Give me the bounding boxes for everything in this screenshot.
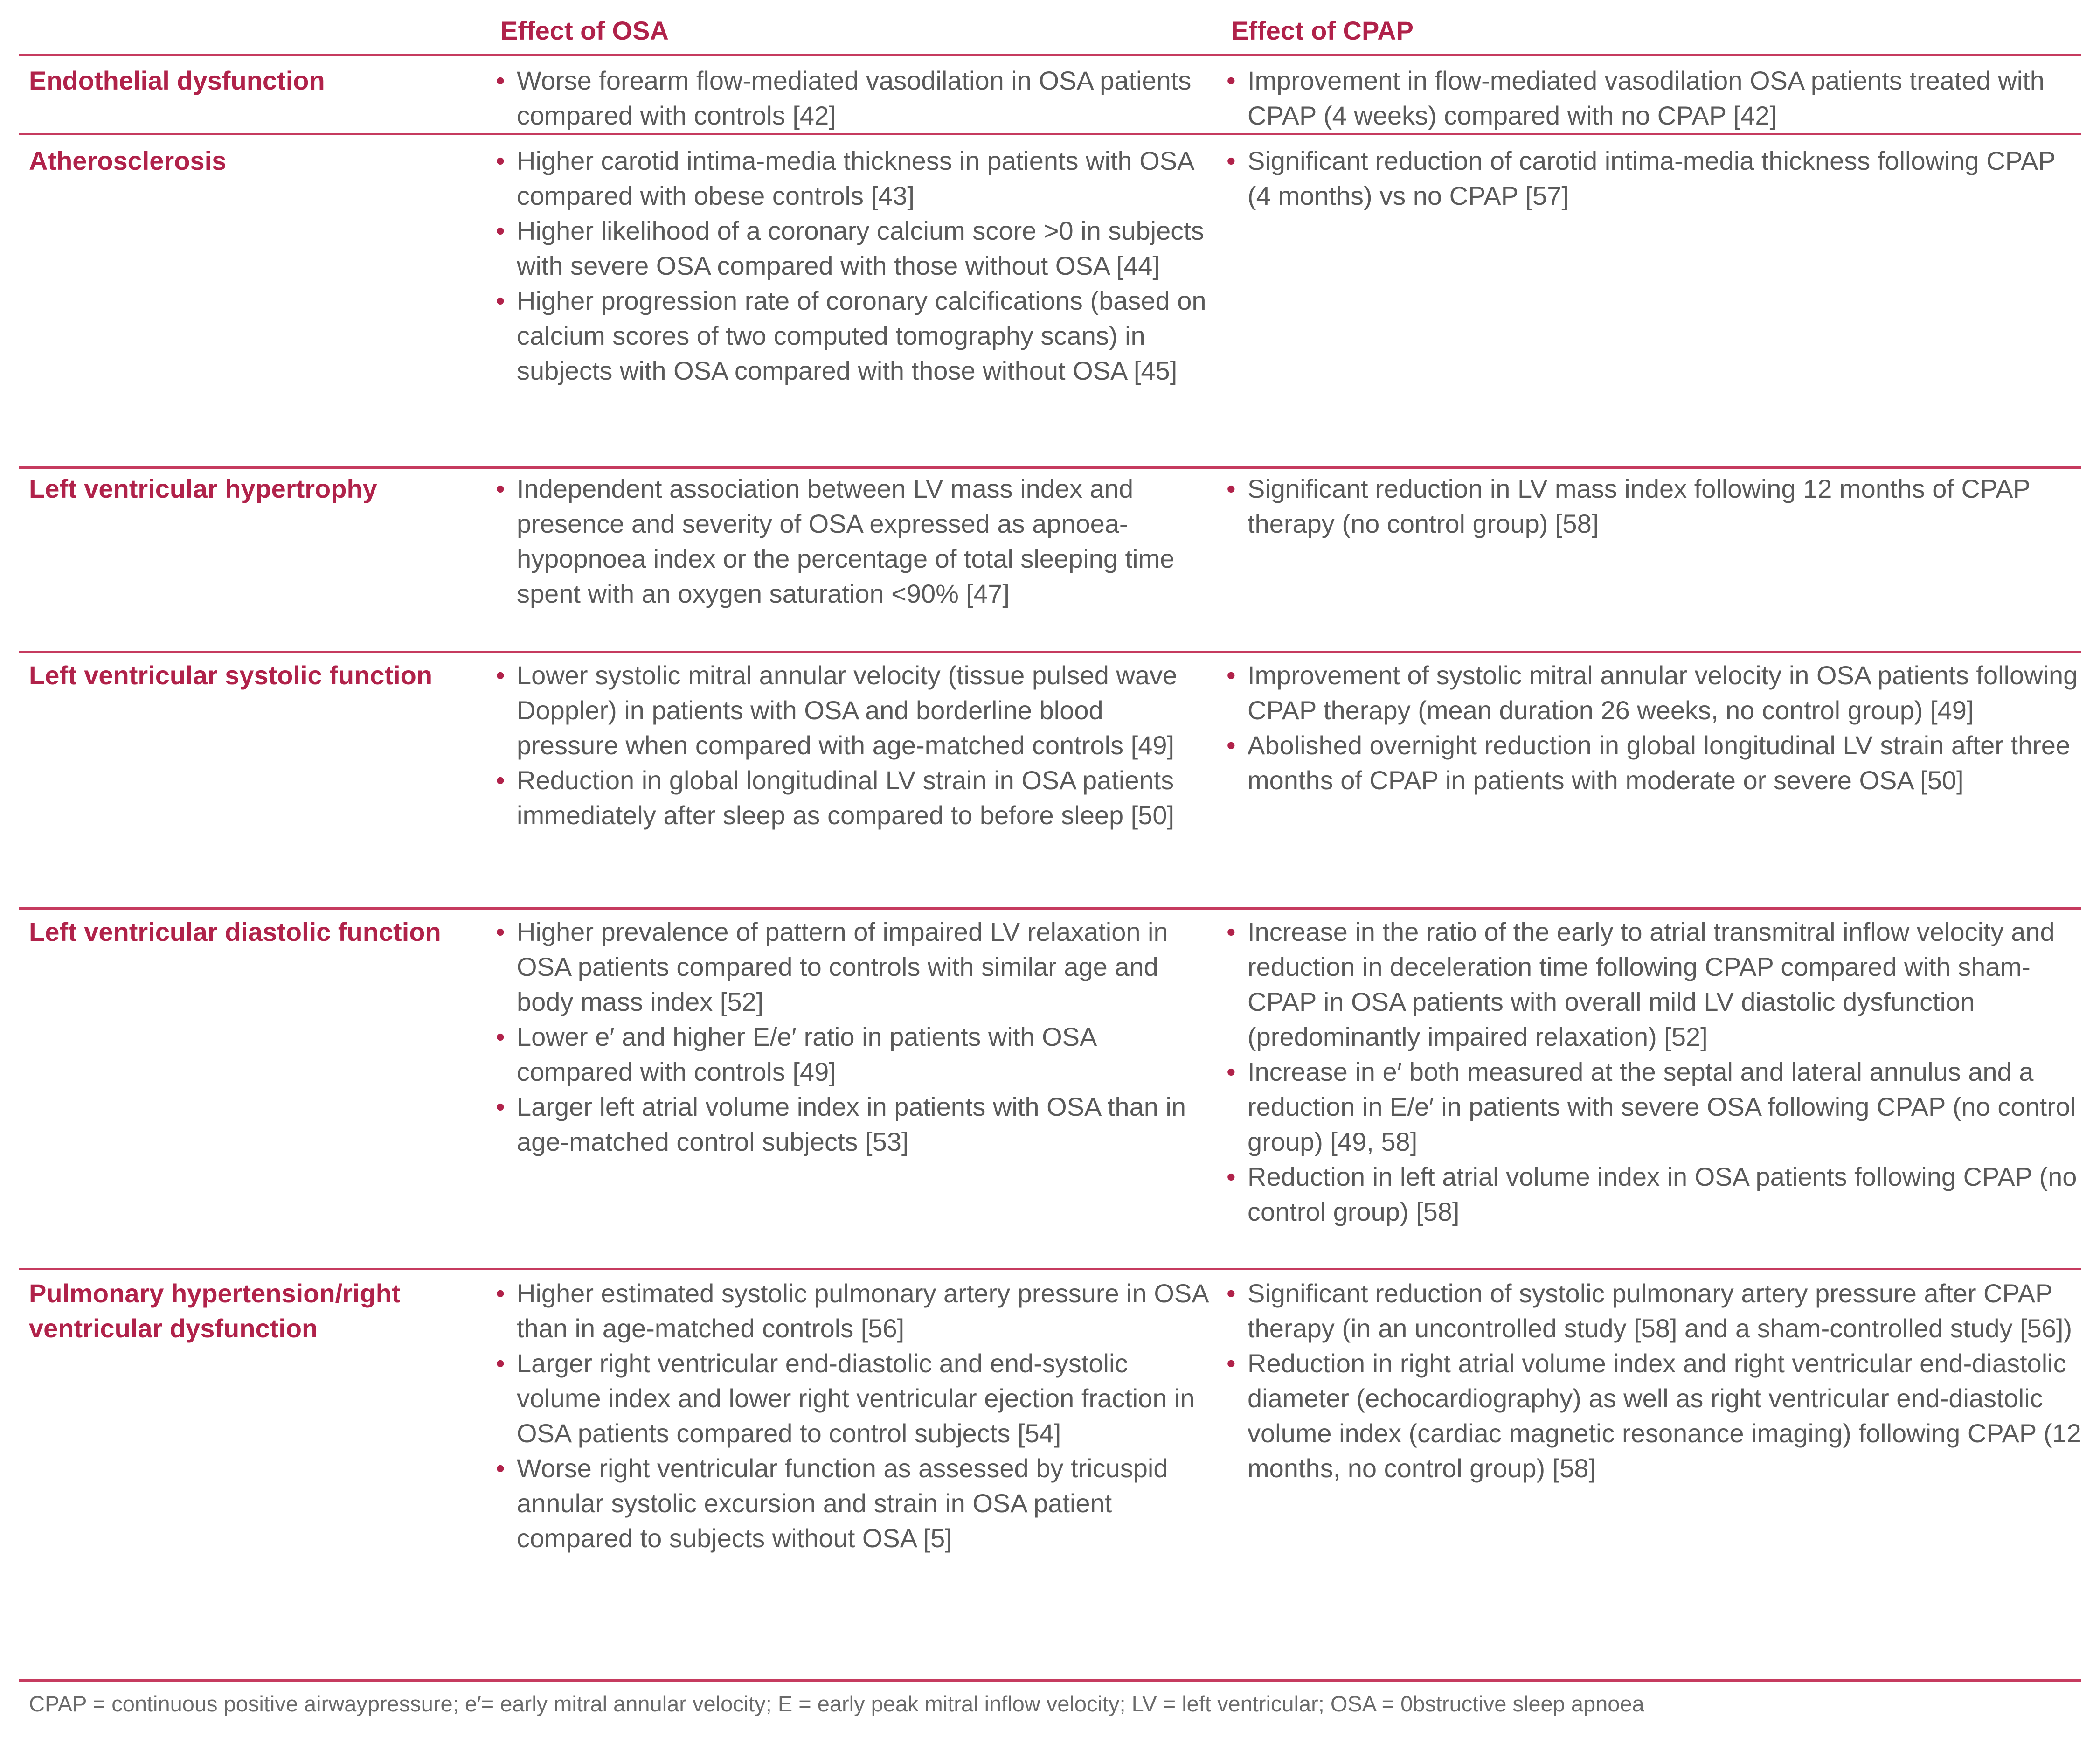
bullet-item: • Independent association between LV mass index and presence and severity of OSA expressed as apnoea-hypopnoea index or the percentage of total sleeping time spent with an oxygen saturation <90% [47] bbox=[496, 471, 1209, 611]
column-header-effect-of-cpap: Effect of CPAP bbox=[1231, 16, 1414, 45]
bullet-item: • Higher prevalence of pattern of impaired LV relaxation in OSA patients compared to controls with similar age and body mass index [52] bbox=[496, 914, 1209, 1019]
bullet-item: • Higher estimated systolic pulmonary artery pressure in OSA than in age-matched controls [56] bbox=[496, 1276, 1209, 1346]
cpap-effect-cell bbox=[1227, 471, 2085, 541]
osa-effect-cell bbox=[496, 1276, 1209, 1556]
table-rule bbox=[19, 1679, 2081, 1682]
table-rule bbox=[19, 1268, 2081, 1270]
osa-effect-cell bbox=[496, 143, 1209, 388]
table-rule bbox=[19, 907, 2081, 910]
bullet-item: • Higher carotid intima-media thickness in patients with OSA compared with obese controls [43] bbox=[496, 143, 1209, 213]
row-label-atherosclerosis: Atherosclerosis bbox=[29, 146, 227, 175]
cpap-effect-cell bbox=[1227, 658, 2085, 798]
bullet-item: • Larger right ventricular end-diastolic and end-systolic volume index and lower right ventricular ejection fraction in OSA patients compared to control subjects [54] bbox=[496, 1346, 1209, 1451]
row-label-left-ventricular-diastolic-function: Left ventricular diastolic function bbox=[29, 917, 441, 946]
bullet-item: • Increase in e′ both measured at the septal and lateral annulus and a reduction in E/e′ in patients with severe OSA following CPAP (no control group) [49, 58] bbox=[1227, 1054, 2085, 1159]
table-rule bbox=[19, 133, 2081, 135]
abbreviations-footnote: CPAP = continuous positive airwaypressure; e′= early mitral annular velocity; E = early peak mitral inflow velocity; LV = left ventricular; OSA = 0bstructive sleep apnoea bbox=[29, 1691, 1644, 1716]
osa-effect-cell bbox=[496, 471, 1209, 611]
cpap-effect-cell bbox=[1227, 1276, 2085, 1486]
bullet-item: • Worse forearm flow-mediated vasodilation in OSA patients compared with controls [42] bbox=[496, 63, 1209, 133]
bullet-item: • Lower e′ and higher E/e′ ratio in patients with OSA compared with controls [49] bbox=[496, 1019, 1209, 1089]
bullet-item: • Abolished overnight reduction in global longitudinal LV strain after three months of CPAP in patients with moderate or severe OSA [50] bbox=[1227, 728, 2085, 798]
osa-effect-cell bbox=[496, 914, 1209, 1159]
row-label-endothelial-dysfunction: Endothelial dysfunction bbox=[29, 66, 325, 95]
cpap-effect-cell bbox=[1227, 63, 2085, 133]
row-label-left-ventricular-systolic-function: Left ventricular systolic function bbox=[29, 660, 433, 690]
bullet-item: • Significant reduction of carotid intima-media thickness following CPAP (4 months) vs no CPAP [57] bbox=[1227, 143, 2085, 213]
row-label-left-ventricular-hypertrophy: Left ventricular hypertrophy bbox=[29, 474, 377, 503]
bullet-item: • Improvement of systolic mitral annular velocity in OSA patients following CPAP therapy (mean duration 26 weeks, no control group) [49] bbox=[1227, 658, 2085, 728]
cpap-effect-cell bbox=[1227, 914, 2085, 1229]
bullet-item: • Reduction in global longitudinal LV strain in OSA patients immediately after sleep as compared to before sleep [50] bbox=[496, 763, 1209, 833]
bullet-item: • Reduction in right atrial volume index and right ventricular end-diastolic diameter (echocardiography) as well as right ventricular end-diastolic volume index (cardiac magnetic resonance imaging) following CPAP (12 months, no control group) [58] bbox=[1227, 1346, 2085, 1486]
bullet-item: • Worse right ventricular function as assessed by tricuspid annular systolic excursion and strain in OSA patient compared to subjects without OSA [5] bbox=[496, 1451, 1209, 1556]
bullet-item: • Improvement in flow-mediated vasodilation OSA patients treated with CPAP (4 weeks) compared with no CPAP [42] bbox=[1227, 63, 2085, 133]
table-rule bbox=[19, 651, 2081, 653]
row-label-pulmonary-hypertension: Pulmonary hypertension/right ventricular dysfunction bbox=[29, 1279, 401, 1343]
bullet-item: • Increase in the ratio of the early to atrial transmitral inflow velocity and reduction in deceleration time following CPAP compared with sham-CPAP in OSA patients with overall mild LV diastolic dysfunction (predominantly impaired relaxation) [52] bbox=[1227, 914, 2085, 1054]
cpap-effect-cell bbox=[1227, 143, 2085, 213]
osa-effect-cell bbox=[496, 658, 1209, 833]
osa-effect-cell bbox=[496, 63, 1209, 133]
bullet-item: • Larger left atrial volume index in patients with OSA than in age-matched control subjects [53] bbox=[496, 1089, 1209, 1159]
bullet-item: • Higher likelihood of a coronary calcium score >0 in subjects with severe OSA compared with those without OSA [44] bbox=[496, 213, 1209, 283]
bullet-item: • Significant reduction in LV mass index following 12 months of CPAP therapy (no control group) [58] bbox=[1227, 471, 2085, 541]
table-rule bbox=[19, 466, 2081, 469]
bullet-item: • Reduction in left atrial volume index in OSA patients following CPAP (no control group) [58] bbox=[1227, 1159, 2085, 1229]
column-header-effect-of-osa: Effect of OSA bbox=[500, 16, 669, 45]
bullet-item: • Lower systolic mitral annular velocity (tissue pulsed wave Doppler) in patients with OSA and borderline blood pressure when compared with age-matched controls [49] bbox=[496, 658, 1209, 763]
bullet-item: • Higher progression rate of coronary calcifications (based on calcium scores of two computed tomography scans) in subjects with OSA compared with those without OSA [45] bbox=[496, 283, 1209, 388]
bullet-item: • Significant reduction of systolic pulmonary artery pressure after CPAP therapy (in an uncontrolled study [58] and a sham-controlled study [56]) bbox=[1227, 1276, 2085, 1346]
table-rule bbox=[19, 54, 2081, 56]
